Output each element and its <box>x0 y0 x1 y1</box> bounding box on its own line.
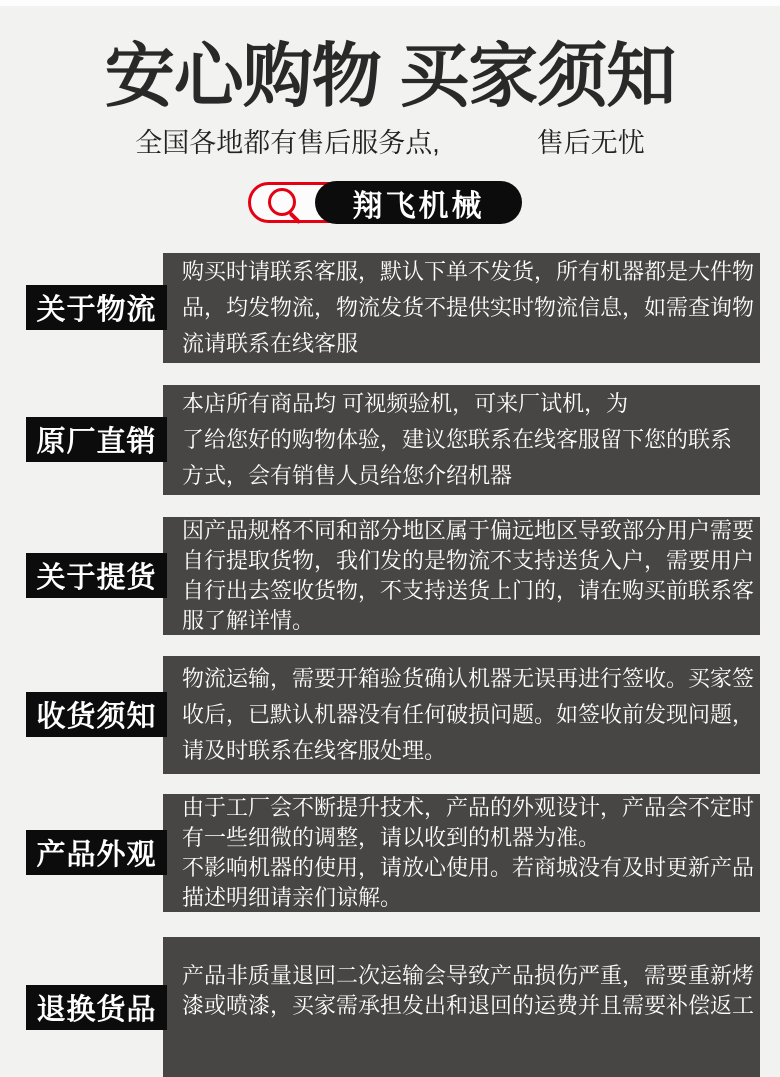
content-line: 服了解详情。 <box>182 608 315 633</box>
section-content <box>163 937 760 1077</box>
content-line: 购买时请联系客服，默认下单不发货，所有机器都是大件物 <box>182 259 755 284</box>
magnifier-icon <box>266 187 306 219</box>
section-factory-direct <box>0 385 780 495</box>
content-line: 了给您好的购物体验，建议您联系在线客服留下您的联系 <box>182 427 733 452</box>
section-label: 关于物流 <box>26 285 167 330</box>
content-line: 因产品规格不同和部分地区属于偏远地区导致部分用户需要 <box>182 518 755 543</box>
section-product-appearance <box>0 794 780 912</box>
section-label: 退换货品 <box>26 985 167 1030</box>
content-line: 描述明细请亲们谅解。 <box>182 885 403 910</box>
section-label: 原厂直销 <box>26 417 167 462</box>
content-line: 由于工厂会不断提升技术，产品的外观设计，产品会不定时 <box>182 795 755 820</box>
section-receiving-notice <box>0 656 780 774</box>
section-logistics <box>0 253 780 363</box>
content-line: 本店所有商品均 可视频验机，可来厂试机，为 <box>182 391 629 416</box>
subtitle-right: 售后无忧 <box>536 128 645 158</box>
section-content <box>163 517 760 635</box>
section-pickup <box>0 517 780 635</box>
brand-badge <box>248 182 522 223</box>
content-line: 请及时联系在线客服处理。 <box>182 738 447 763</box>
content-line: 自行出去签收货物，不支持送货上门的，请在购买前联系客 <box>182 578 755 603</box>
content-line: 漆或喷漆，买家需承担发出和退回的运费并且需要补偿返工 <box>182 993 755 1018</box>
page-title: 安心购物 买家须知 <box>104 37 676 115</box>
section-label: 收货须知 <box>26 692 167 737</box>
content-line: 方式，会有销售人员给您介绍机器 <box>182 463 513 488</box>
content-line: 有一些细微的调整，请以收到的机器为准。 <box>182 825 601 850</box>
content-line: 产品非质量退回二次运输会导致产品损伤严重，需要重新烤 <box>182 963 755 988</box>
section-label: 产品外观 <box>26 830 167 875</box>
content-line: 收后，已默认机器没有任何破损问题。如签收前发现问题， <box>182 702 755 727</box>
section-returns <box>0 937 780 1077</box>
section-content <box>163 385 760 495</box>
brand-name: 翔飞机械 <box>315 181 522 224</box>
content-line: 物流运输，需要开箱验货确认机器无误再进行签收。买家签 <box>182 666 755 691</box>
content-line: 自行提取货物，我们发的是物流不支持送货入户，需要用户 <box>182 548 755 573</box>
content-line: 流请联系在线客服 <box>182 331 359 356</box>
section-label: 关于提货 <box>26 553 167 598</box>
top-white-strip <box>0 0 780 6</box>
section-content <box>163 794 760 912</box>
section-content <box>163 656 760 774</box>
subtitle-row <box>0 126 780 160</box>
subtitle-left: 全国各地都有售后服务点, <box>135 128 440 158</box>
section-content <box>163 253 760 363</box>
content-line: 不影响机器的使用，请放心使用。若商城没有及时更新产品 <box>182 855 755 880</box>
content-line: 品，均发物流，物流发货不提供实时物流信息，如需查询物 <box>182 295 755 320</box>
